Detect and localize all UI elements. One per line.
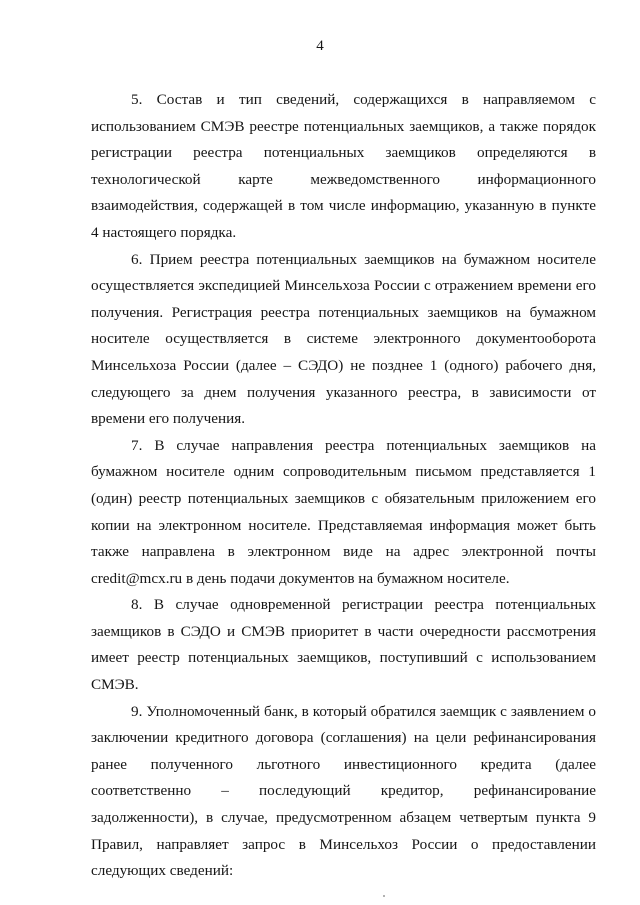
paragraph-7: 7. В случае направления реестра потенциальных заемщиков на бумажном носителе одним сопроводительным письмом представляется 1 (один) реестр потенциальных заемщиков с обязательным приложением его копии на электронном носителе. Представляемая информация может быть также направлена в электронном виде на адрес электронной почты credit@mcx.ru в день подачи документов на бумажном носителе. bbox=[91, 436, 596, 587]
page-number: 4 bbox=[316, 38, 324, 54]
paragraph-9: 9. Уполномоченный банк, в который обратился заемщик с заявлением о заключении кредитного договора (соглашения) на цели рефинансирования ранее полученного льготного инвестиционного кредита (далее соответственно – последующий кредитор, рефинансирование задолженности), в случае, предусмотренном абзацем четвертым пункта 9 Правил, направляет запрос в Минсельхоз России о предоставлении следующих сведений: bbox=[91, 702, 596, 880]
paragraph-5: 5. Состав и тип сведений, содержащихся в направляемом с использованием СМЭВ реестре потенциальных заемщиков, а также порядок регистрации реестра потенциальных заемщиков определяются в технологической карте межведомственного информационного взаимодействия, содержащей в том числе информацию, указанную в пункте 4 настоящего порядка. bbox=[91, 91, 596, 241]
document-body bbox=[91, 87, 596, 885]
scan-artifact bbox=[383, 895, 385, 897]
paragraph-6: 6. Прием реестра потенциальных заемщиков на бумажном носителе осуществляется экспедицией Минсельхоза России с отражением времени его получения. Регистрация реестра потенциальных заемщиков на бумажном носителе осуществляется в системе электронного документооборота Минсельхоза России (далее – СЭДО) не позднее 1 (одного) рабочего дня, следующего за днем получения указанного реестра, в зависимости от времени его получения. bbox=[91, 250, 596, 428]
paragraph-8: 8. В случае одновременной регистрации реестра потенциальных заемщиков в СЭДО и СМЭВ приоритет в части очередности рассмотрения имеет реестр потенциальных заемщиков, поступивший с использованием СМЭВ. bbox=[91, 596, 596, 694]
